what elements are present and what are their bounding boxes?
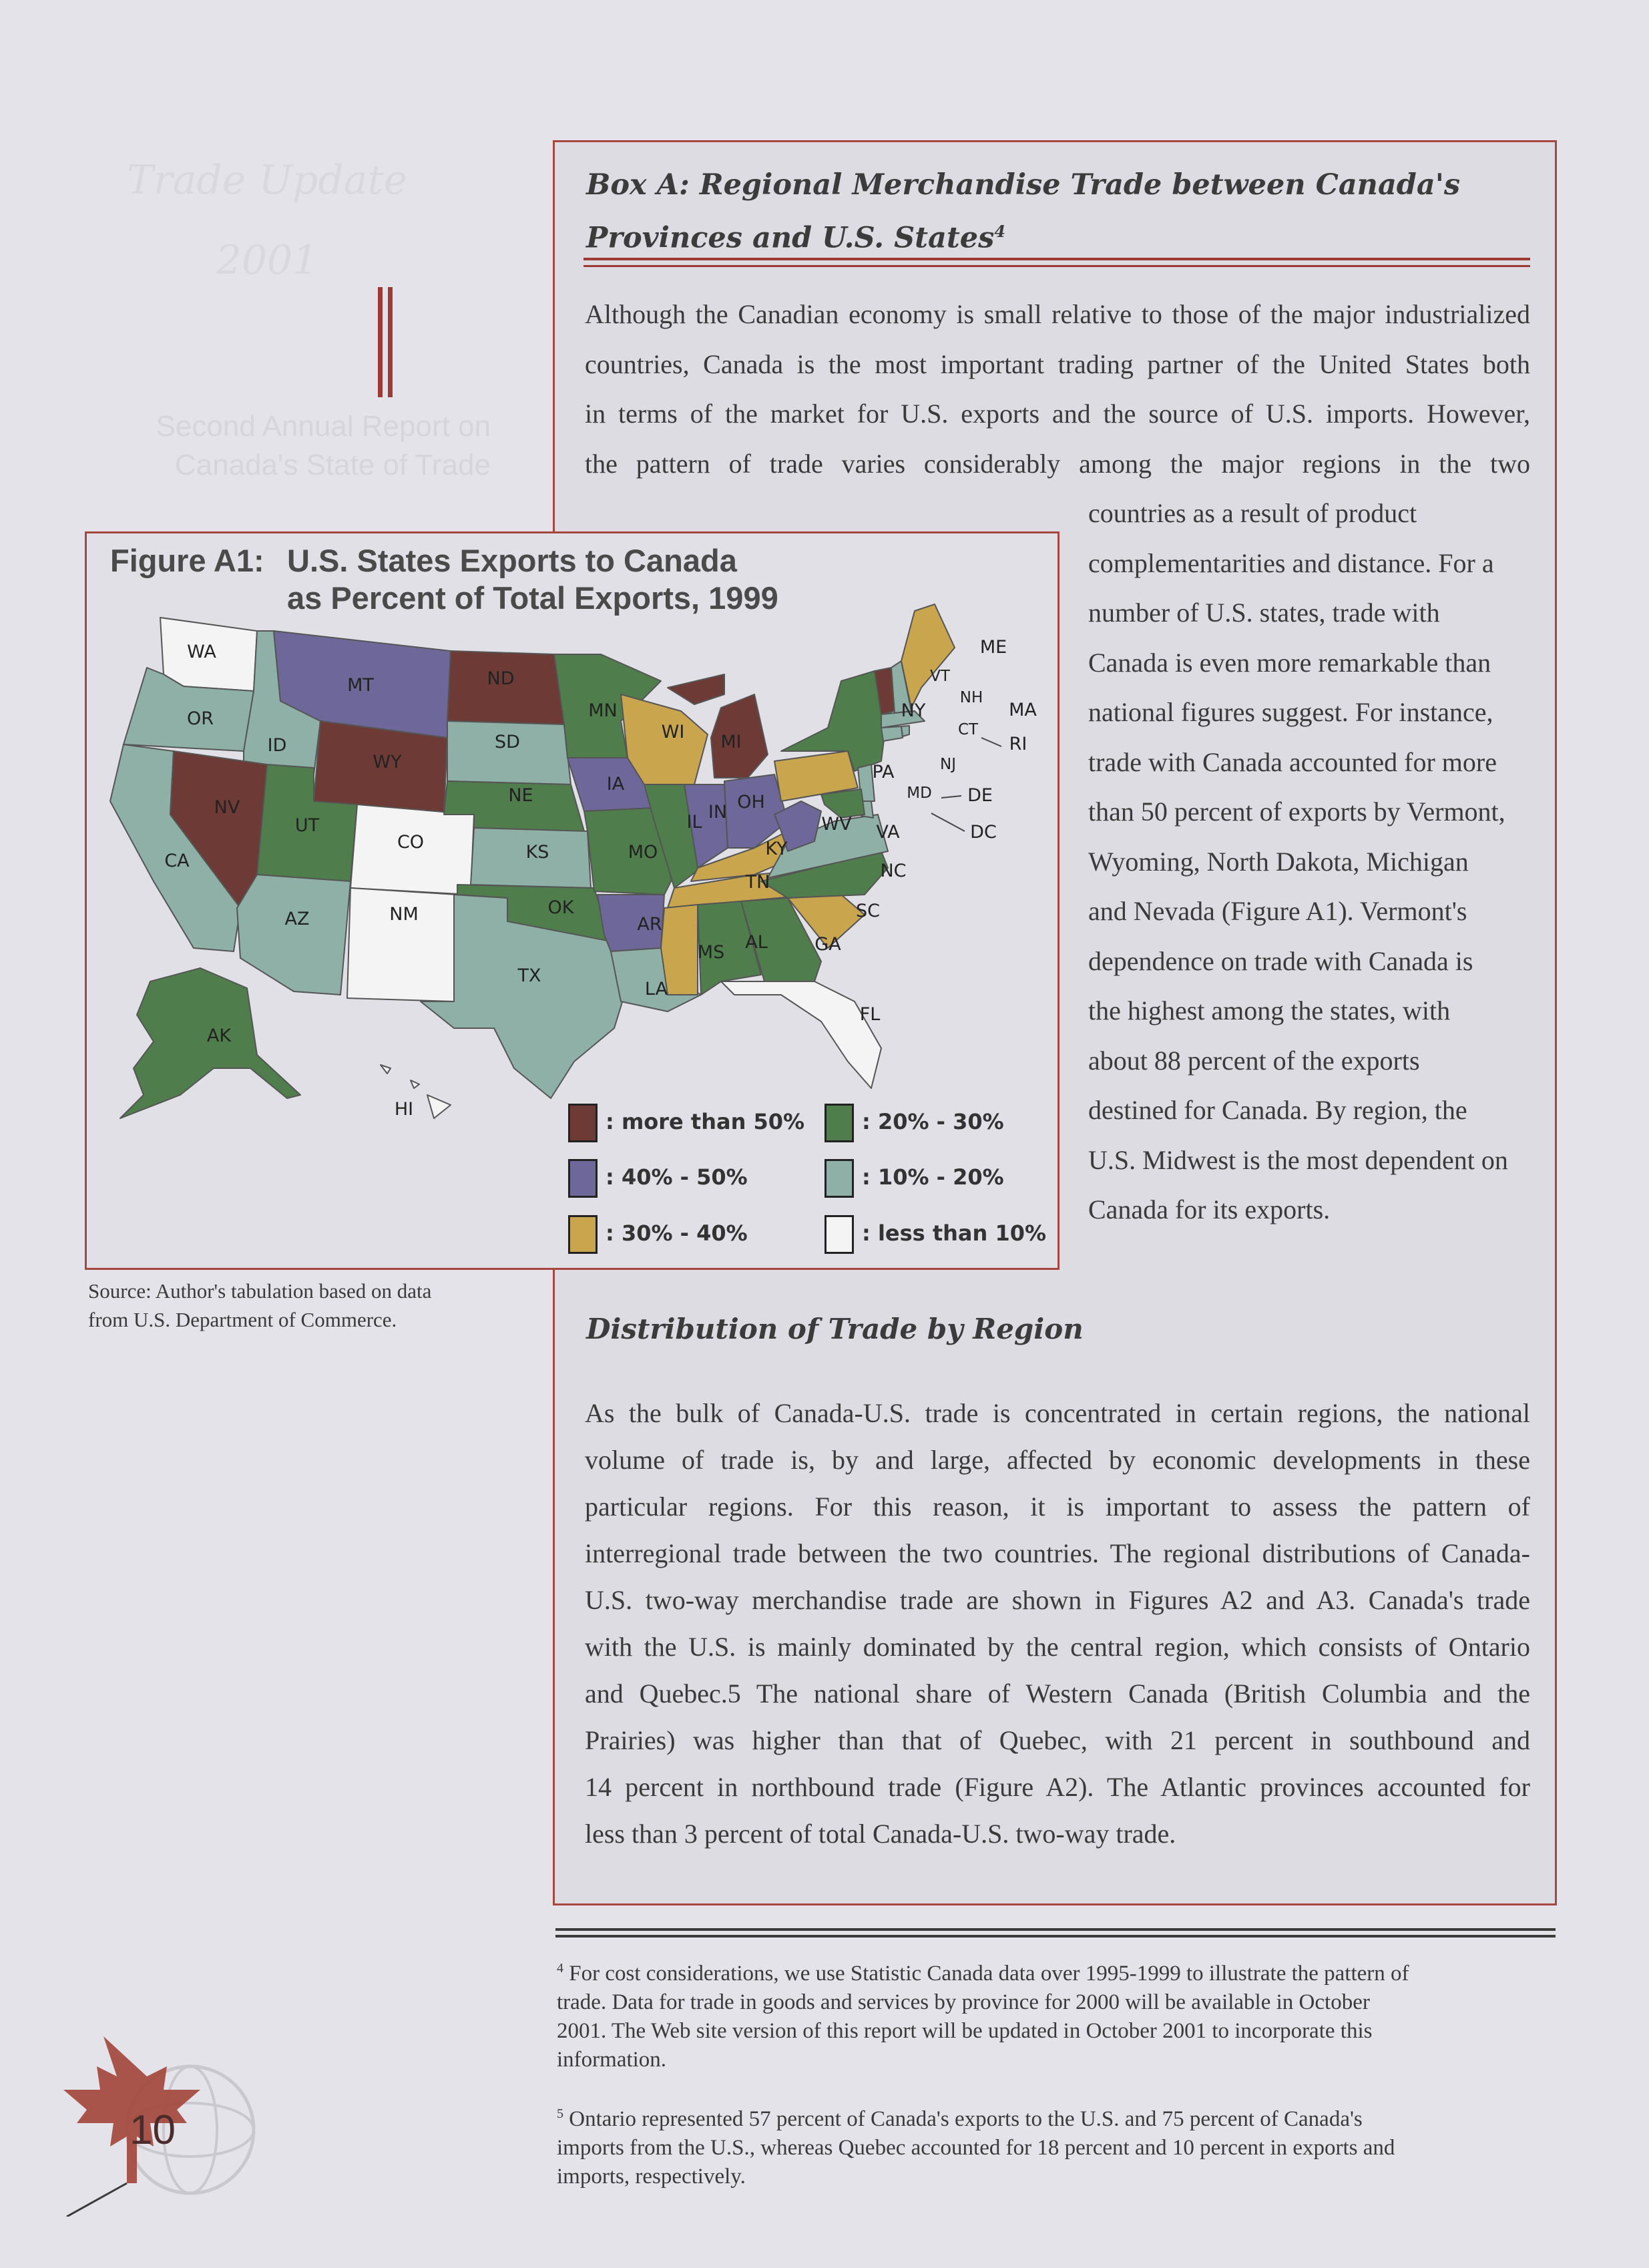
map-label-WI: WI — [661, 722, 685, 742]
ghost-subtitle-line: Canada's State of Trade — [174, 449, 491, 481]
legend-item-more-than-50 — [568, 1102, 804, 1142]
box-title-line — [586, 208, 1521, 261]
text-line: destined for Canada. By region, the — [1088, 1095, 1467, 1125]
map-label-OK: OK — [547, 897, 574, 918]
map-label-OR: OR — [186, 708, 214, 729]
ghost-subtitle — [63, 407, 491, 485]
paragraph-2 — [585, 1390, 1530, 1857]
map-label-NM: NM — [389, 904, 419, 925]
map-label-CO: CO — [397, 832, 425, 853]
text-line: number of U.S. states, trade with — [1088, 598, 1440, 628]
us-states-map — [93, 601, 1041, 1128]
legend-swatch — [824, 1215, 854, 1254]
text-line: 14 percent in northbound trade (Figure A2). The Atlantic provinces accounted for — [585, 1772, 1530, 1802]
text-line: Wyoming, North Dakota, Michigan — [1088, 846, 1469, 877]
map-label-NC: NC — [880, 861, 907, 881]
map-label-TN: TN — [745, 872, 770, 893]
map-label-FL: FL — [859, 1004, 881, 1025]
footnote-line: trade. Data for trade in goods and services by province for 2000 will be available in October — [557, 1990, 1370, 2014]
map-label-MD: MD — [907, 784, 932, 802]
figure-title-line: U.S. States Exports to Canada — [287, 543, 737, 578]
footnote-number: 5 — [557, 2106, 563, 2121]
map-label-KS: KS — [525, 842, 549, 863]
map-label-NV: NV — [214, 797, 240, 818]
map-label-CT: CT — [957, 721, 979, 738]
legend-label: : 40% - 50% — [606, 1164, 748, 1190]
text-line: U.S. Midwest is the most dependent on — [1088, 1144, 1508, 1175]
map-label-DE: DE — [967, 785, 993, 806]
text-line: the highest among the states, with — [1088, 995, 1451, 1026]
footnote-text: Ontario represented 57 percent of Canada's exports to the U.S. and 75 percent of Canada's — [569, 2107, 1363, 2131]
footnote-text: For cost considerations, we use Statistic Canada data over 1995-1999 to illustrate the pattern of — [569, 1962, 1409, 1986]
text-line: Prairies) was higher than that of Quebec, with 21 percent in southbound and — [585, 1725, 1530, 1755]
map-label-SC: SC — [856, 901, 880, 921]
footnote-line — [557, 1954, 1552, 1988]
map-label-IA: IA — [606, 774, 625, 795]
text-line: with the U.S. is mainly dominated by the central region, which consists of Ontario — [585, 1632, 1530, 1662]
map-label-WY: WY — [373, 752, 402, 772]
map-label-WA: WA — [187, 642, 216, 662]
box-title-line2-text: Provinces and U.S. States — [586, 221, 995, 255]
map-label-VA: VA — [876, 822, 900, 843]
ghost-subtitle-line: Second Annual Report on — [156, 410, 491, 443]
map-label-UT: UT — [294, 815, 320, 836]
ghost-year-text: 2001 — [216, 237, 318, 284]
paragraph-1-narrow — [1088, 489, 1530, 1235]
map-label-MA: MA — [1009, 700, 1037, 720]
footnote-line: imports from the U.S., whereas Quebec accounted for 18 percent and 10 percent in exports and — [557, 2136, 1395, 2160]
text-line: As the bulk of Canada-U.S. trade is concentrated in certain regions, the national — [585, 1398, 1530, 1428]
legend-swatch — [824, 1159, 854, 1198]
ghost-title-text: Trade Update — [126, 157, 408, 204]
map-label-MO: MO — [628, 842, 658, 863]
footnote-line: 2001. The Web site version of this report will be updated in October 2001 to incorporate this — [557, 2019, 1373, 2043]
state-FL — [721, 981, 881, 1088]
footnote-ref: 4 — [994, 222, 1006, 241]
footnote-number: 4 — [557, 1961, 563, 1976]
ghost-report-title — [100, 140, 434, 300]
legend-label: : 10% - 20% — [862, 1164, 1004, 1190]
text-line: countries, Canada is the most important trading partner of the United States both — [585, 349, 1530, 379]
text-line: particular regions. For this reason, it is important to assess the pattern of — [585, 1492, 1530, 1522]
state-AZ — [237, 875, 350, 995]
title-rule — [583, 258, 1530, 267]
footnote-line: information. — [557, 2048, 667, 2072]
text-line: dependence on trade with Canada is — [1088, 945, 1473, 976]
map-label-AL: AL — [745, 932, 768, 953]
legend-swatch — [568, 1215, 598, 1254]
legend-item-20-30 — [824, 1102, 1004, 1142]
map-label-MI: MI — [720, 732, 742, 752]
legend-label: : less than 10% — [862, 1220, 1047, 1246]
map-label-AR: AR — [637, 914, 662, 935]
map-label-NE: NE — [508, 785, 533, 806]
text-line: volume of trade is, by and large, affected by economic developments in these — [585, 1445, 1530, 1475]
map-label-PA: PA — [872, 762, 895, 782]
box-a-title — [586, 162, 1521, 261]
source-line: Source: Author's tabulation based on data — [88, 1279, 432, 1303]
map-label-DC: DC — [970, 822, 997, 843]
map-label-ID: ID — [267, 735, 287, 756]
text-line: the pattern of trade varies considerably among the major regions in the two — [585, 448, 1530, 479]
map-label-OH: OH — [737, 792, 765, 813]
legend-label: : more than 50% — [606, 1109, 805, 1134]
paragraph-1-full — [585, 290, 1530, 489]
map-label-NH: NH — [959, 689, 983, 706]
map-label-SD: SD — [495, 732, 520, 752]
text-line: countries as a result of product — [1088, 498, 1417, 528]
source-line: from U.S. Department of Commerce. — [88, 1308, 397, 1331]
text-line: Although the Canadian economy is small relative to those of the major industrialized — [585, 299, 1530, 329]
map-label-NY: NY — [901, 700, 926, 721]
map-label-NJ: NJ — [940, 756, 956, 773]
legend-item-10-20 — [824, 1157, 1004, 1198]
map-label-MS: MS — [697, 942, 725, 963]
section-heading: Distribution of Trade by Region — [586, 1313, 1084, 1345]
text-line: less than 3 percent of total Canada-U.S. two-way trade. — [585, 1819, 1176, 1849]
footnote-line: imports, respectively. — [557, 2165, 746, 2189]
map-label-MN: MN — [588, 700, 618, 721]
state-CT — [881, 726, 903, 741]
legend-label: : 30% - 40% — [606, 1220, 748, 1246]
map-label-CA: CA — [164, 851, 190, 871]
map-label-IN: IN — [708, 802, 728, 823]
map-label-ME: ME — [979, 637, 1007, 658]
map-label-LA: LA — [644, 979, 668, 999]
text-line: U.S. two-way merchandise trade are shown in Figures A2 and A3. Canada's trade — [585, 1585, 1530, 1615]
text-line: trade with Canada accounted for more — [1088, 746, 1497, 777]
map-label-RI: RI — [1009, 734, 1027, 754]
map-label-KY: KY — [765, 839, 788, 859]
text-line: national figures suggest. For instance, — [1088, 697, 1493, 727]
decorative-double-bar — [378, 287, 393, 397]
legend-label: : 20% - 30% — [862, 1109, 1004, 1134]
legend-item-30-40 — [568, 1213, 748, 1254]
footnote-rule — [555, 1928, 1556, 1938]
text-line: Canada for its exports. — [1088, 1194, 1331, 1224]
text-line: about 88 percent of the exports — [1088, 1045, 1420, 1076]
map-label-HI: HI — [394, 1099, 414, 1120]
text-line: than 50 percent of exports by Vermont, — [1088, 797, 1505, 827]
text-line: Canada is even more remarkable than — [1088, 647, 1491, 678]
text-line: and Quebec.5 The national share of Western Canada (British Columbia and the — [585, 1678, 1530, 1709]
map-label-ND: ND — [487, 668, 515, 689]
legend-swatch — [568, 1104, 598, 1142]
legend-swatch — [568, 1159, 598, 1198]
footnote-5 — [557, 2100, 1552, 2191]
figure-label: Figure A1: — [110, 543, 264, 578]
footnote-4 — [557, 1954, 1552, 2074]
page-number: 10 — [130, 2107, 176, 2153]
figure-title-line: as Percent of Total Exports, 1999 — [287, 580, 778, 616]
map-label-VT: VT — [930, 668, 950, 685]
box-title-line: Box A: Regional Merchandise Trade between Canada's — [586, 168, 1461, 202]
text-line: complementarities and distance. For a — [1088, 547, 1494, 578]
map-label-AZ: AZ — [284, 909, 310, 929]
footnote-line — [557, 2100, 1552, 2134]
legend-swatch — [824, 1104, 854, 1142]
figure-source — [88, 1277, 489, 1334]
map-label-MT: MT — [347, 675, 374, 696]
state-HI — [381, 1065, 451, 1118]
map-label-IL: IL — [686, 812, 702, 833]
text-line: interregional trade between the two countries. The regional distributions of Canada- — [585, 1538, 1530, 1568]
state-SD — [447, 721, 571, 784]
legend-item-less-than-10 — [824, 1213, 1046, 1254]
text-line: and Nevada (Figure A1). Vermont's — [1088, 896, 1467, 926]
state-RI — [901, 726, 909, 736]
state-ME — [901, 604, 955, 708]
map-label-GA: GA — [814, 934, 841, 955]
text-line: in terms of the market for U.S. exports and the source of U.S. imports. However, — [585, 399, 1530, 429]
legend-item-40-50 — [568, 1157, 748, 1198]
map-label-WV: WV — [821, 814, 852, 835]
map-label-TX: TX — [517, 965, 541, 986]
map-label-AK: AK — [206, 1026, 232, 1046]
